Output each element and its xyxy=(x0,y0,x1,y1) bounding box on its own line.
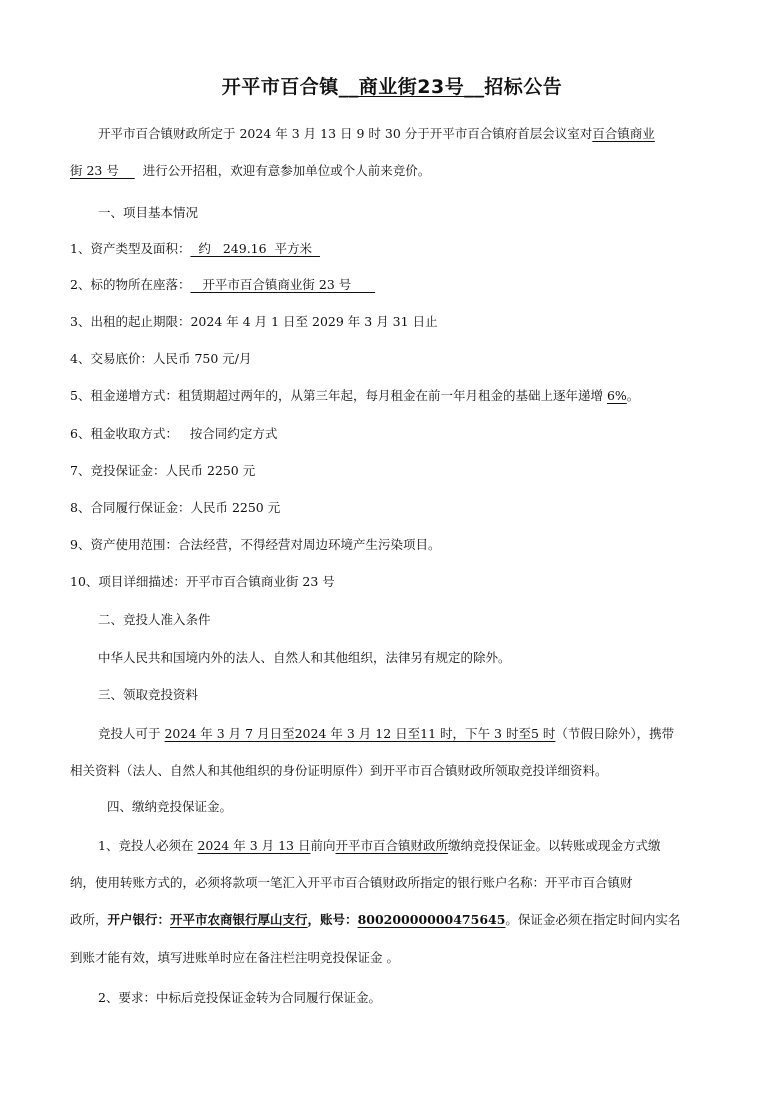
title-suffix: 招标公告 xyxy=(484,76,563,98)
item-value: 约 249.16 平方米 xyxy=(190,241,320,256)
intro-line-1 xyxy=(98,126,655,142)
section3-heading: 三、领取竞投资料 xyxy=(98,687,199,702)
item-value: 租赁期超过两年的，从第三年起，每月租金在前一年月租金的基础上逐年递增 xyxy=(177,388,607,403)
text: 竞投人可于 xyxy=(98,726,165,741)
text: 。保证金必须在指定时间内实名 xyxy=(505,912,681,927)
text: ， xyxy=(452,726,466,741)
text: 至 xyxy=(407,726,421,741)
title-prefix: 开平市百合镇 xyxy=(221,76,339,98)
intro-line-2 xyxy=(70,163,430,179)
time: 5 时 xyxy=(530,726,556,741)
item-7 xyxy=(70,463,255,479)
item-value: 开平市百合镇商业街 23 号 xyxy=(185,574,335,589)
item-value: 人民币 2250 元 xyxy=(190,500,281,515)
item-end: 。 xyxy=(626,388,640,403)
text: 政所， xyxy=(70,912,108,927)
item-4 xyxy=(70,351,252,367)
item-label: 7、竞投保证金： xyxy=(70,463,166,478)
text: 前向 xyxy=(310,838,336,853)
intro-text: 开平市百合镇财政所定于 2024 年 3 月 13 日 9 时 30 分于开平市百合镇府首层会议室对 xyxy=(98,126,593,141)
intro-subject-part1: 百合镇商业 xyxy=(592,126,655,141)
item-value: 按合同约定方式 xyxy=(177,426,278,441)
text: 缴纳竞投保证金。以转账或现金方式缴 xyxy=(448,838,661,853)
item-label: 8、合同履行保证金： xyxy=(70,500,191,515)
title-subject: __商业街23号__ xyxy=(338,76,485,98)
item-label: 5、租金递增方式： xyxy=(70,388,178,403)
item-label: 1、资产类型及面积： xyxy=(70,241,191,256)
item-value: 开平市百合镇商业街 23 号 xyxy=(190,277,376,292)
item-2 xyxy=(70,277,375,293)
section1-heading: 一、项目基本情况 xyxy=(98,205,199,220)
section4-requirement: 2、要求：中标后竞投保证金转为合同履行保证金。 xyxy=(98,990,381,1005)
increase-rate: 6% xyxy=(606,388,627,403)
section2-heading: 二、竞投人准入条件 xyxy=(98,612,211,627)
item-label: 4、交易底价： xyxy=(70,351,153,366)
item-3 xyxy=(70,314,438,330)
section4-line-3 xyxy=(70,912,680,928)
start-date: 2024 年 3 月 7 月日 xyxy=(164,726,283,741)
item-5 xyxy=(70,388,639,404)
item-1 xyxy=(70,241,320,257)
account-label: ，账号： xyxy=(307,912,358,927)
text: 至 xyxy=(282,726,295,741)
text: 1、竞投人必须在 xyxy=(98,838,198,853)
item-6 xyxy=(70,426,277,442)
account-number: 80020000000475645 xyxy=(357,912,506,927)
intro-text-2: 进行公开招租，欢迎有意参加单位或个人前来竞价。 xyxy=(134,163,431,178)
text: 至 xyxy=(518,726,531,741)
intro-subject-part2: 街 23 号 xyxy=(70,163,135,178)
section4-line-2: 纳，使用转账方式的，必须将款项一笔汇入开平市百合镇财政所指定的银行账户名称：开平市百合镇财 xyxy=(70,875,633,890)
time: 下午 3 时 xyxy=(465,726,519,741)
bank-label: 开户银行： xyxy=(107,912,171,927)
text: （节假日除外），携带 xyxy=(555,726,675,741)
end-date: 2024 年 3 月 12 日 xyxy=(294,726,408,741)
section4-line-1 xyxy=(98,838,661,854)
deposit-deadline: 2024 年 3 月 13 日 xyxy=(197,838,311,853)
item-10 xyxy=(70,574,335,590)
section3-line-1 xyxy=(98,726,674,742)
section4-line-4: 到账才能有效，填写进账单时应在备注栏注明竞投保证金 。 xyxy=(70,950,399,965)
section4-heading: 四、缴纳竞投保证金。 xyxy=(107,799,233,814)
item-value: 人民币 750 元/月 xyxy=(152,351,252,366)
item-value: 人民币 2250 元 xyxy=(165,463,256,478)
item-8 xyxy=(70,500,280,516)
time: 11 时 xyxy=(420,726,453,741)
item-label: 6、租金收取方式： xyxy=(70,426,178,441)
section2-text: 中华人民共和国境内外的法人、自然人和其他组织，法律另有规定的除外。 xyxy=(98,650,511,665)
item-9 xyxy=(70,537,440,553)
item-label: 3、出租的起止期限： xyxy=(70,314,191,329)
item-label: 9、资产使用范围： xyxy=(70,537,178,552)
bank-name: 开平市农商银行厚山支行 xyxy=(170,912,308,927)
item-label: 10、项目详细描述： xyxy=(70,574,186,589)
receiving-office: 开平市百合镇财政所 xyxy=(335,838,449,853)
document-title xyxy=(0,72,784,99)
section3-line-2: 相关资料（法人、自然人和其他组织的身份证明原件）到开平市百合镇财政所领取竞投详细资料。 xyxy=(70,763,608,778)
item-value: 2024 年 4 月 1 日至 2029 年 3 月 31 日止 xyxy=(190,314,438,329)
item-label: 2、标的物所在座落： xyxy=(70,277,191,292)
item-value: 合法经营，不得经营对周边环境产生污染项目。 xyxy=(177,537,441,552)
